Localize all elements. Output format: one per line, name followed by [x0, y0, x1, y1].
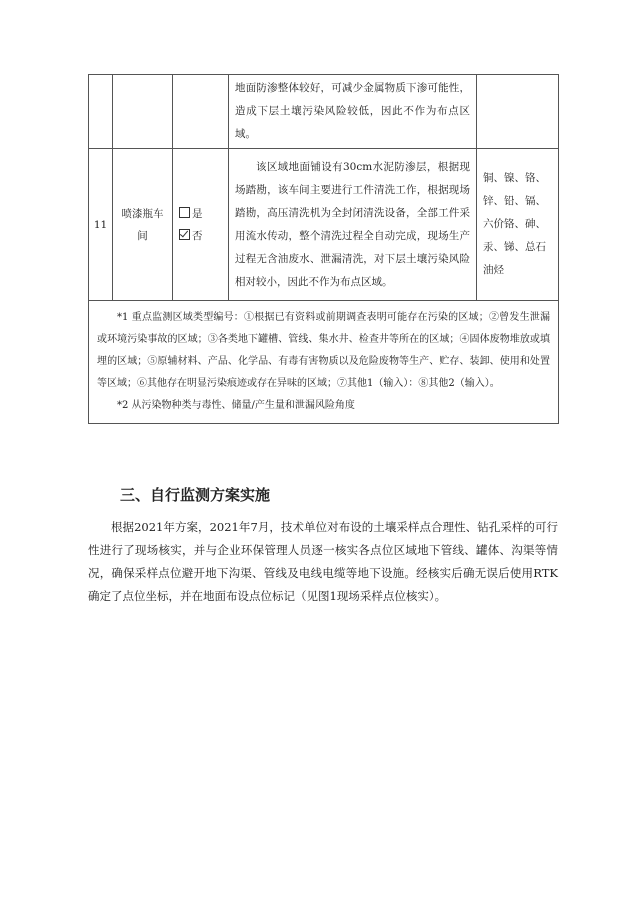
table-notes-row [89, 301, 559, 424]
row-index: 11 [89, 149, 113, 301]
choice-no: 否 [173, 225, 228, 247]
area-description: 地面防渗整体较好，可减少金属物质下渗可能性，造成下层土壤污染风险较低，因此不作为布点区域。 [235, 82, 470, 140]
section-paragraph: 根据2021年方案，2021年7月，技术单位对布设的土壤采样点合理性、钻孔采样的可行性进行了现场核实，并与企业环保管理人员逐一核实各点位区域地下管线、罐体、沟渠等情况，确保采样点位避开地下沟渠、管线及电线电缆等地下设施。经核实后确无误后使用RTK确定了点位坐标，并在地面布设点位标记（见图1现场采样点位核实）。 [88, 520, 558, 603]
section-title: 三、自行监测方案实施 [120, 486, 271, 504]
checkbox-no-checked[interactable] [179, 229, 190, 240]
pollutants-cell [477, 149, 559, 301]
area-description-cell [229, 149, 477, 301]
area-description-cell [229, 75, 477, 149]
notes-cell [89, 301, 559, 424]
checkbox-yes[interactable] [179, 207, 190, 218]
area-name-cell [113, 149, 173, 301]
pollutant-list: 铜、镍、铬、锌、铅、镉、六价铬、砷、汞、锑、总石油烃 [483, 172, 546, 276]
area-description: 该区域地面铺设有30cm水泥防渗层，根据现场踏勘，该车间主要进行工件清洗工作，根据现场踏勘，高压清洗机为全封闭清洗设备，全部工件采用流水传动，整个清洗过程全自动完成，现场生产过程无含油废水、泄漏清洗，对下层土壤污染风险相对较小，因此不作为布点区域。 [235, 160, 470, 288]
note-2: *2 从污染物种类与毒性、储量/产生量和泄漏风险角度 [117, 400, 355, 411]
table-row-previous [89, 75, 559, 149]
choice-yes: 是 [173, 203, 228, 225]
note-1: *1 重点监测区域类型编号：①根据已有资料或前期调查表明可能存在污染的区域；②曾发生泄漏或环境污染事故的区域；③各类地下罐槽、管线、集水井、检查井等所在的区域；④固体废物堆放或填埋的区域；⑤原辅材料、产品、化学品、有毒有害物质以及危险废物等生产、贮存、装卸、使用和处置等区域；⑥其他存在明显污染痕迹或存在异味的区域；⑦其他1（输入）：⑧其他2（输入）。 [97, 312, 550, 389]
key-area-choice-cell [173, 149, 229, 301]
area-name: 喷漆瓶车间 [121, 207, 164, 242]
table-row-11 [89, 149, 559, 301]
monitoring-area-table [88, 74, 559, 424]
